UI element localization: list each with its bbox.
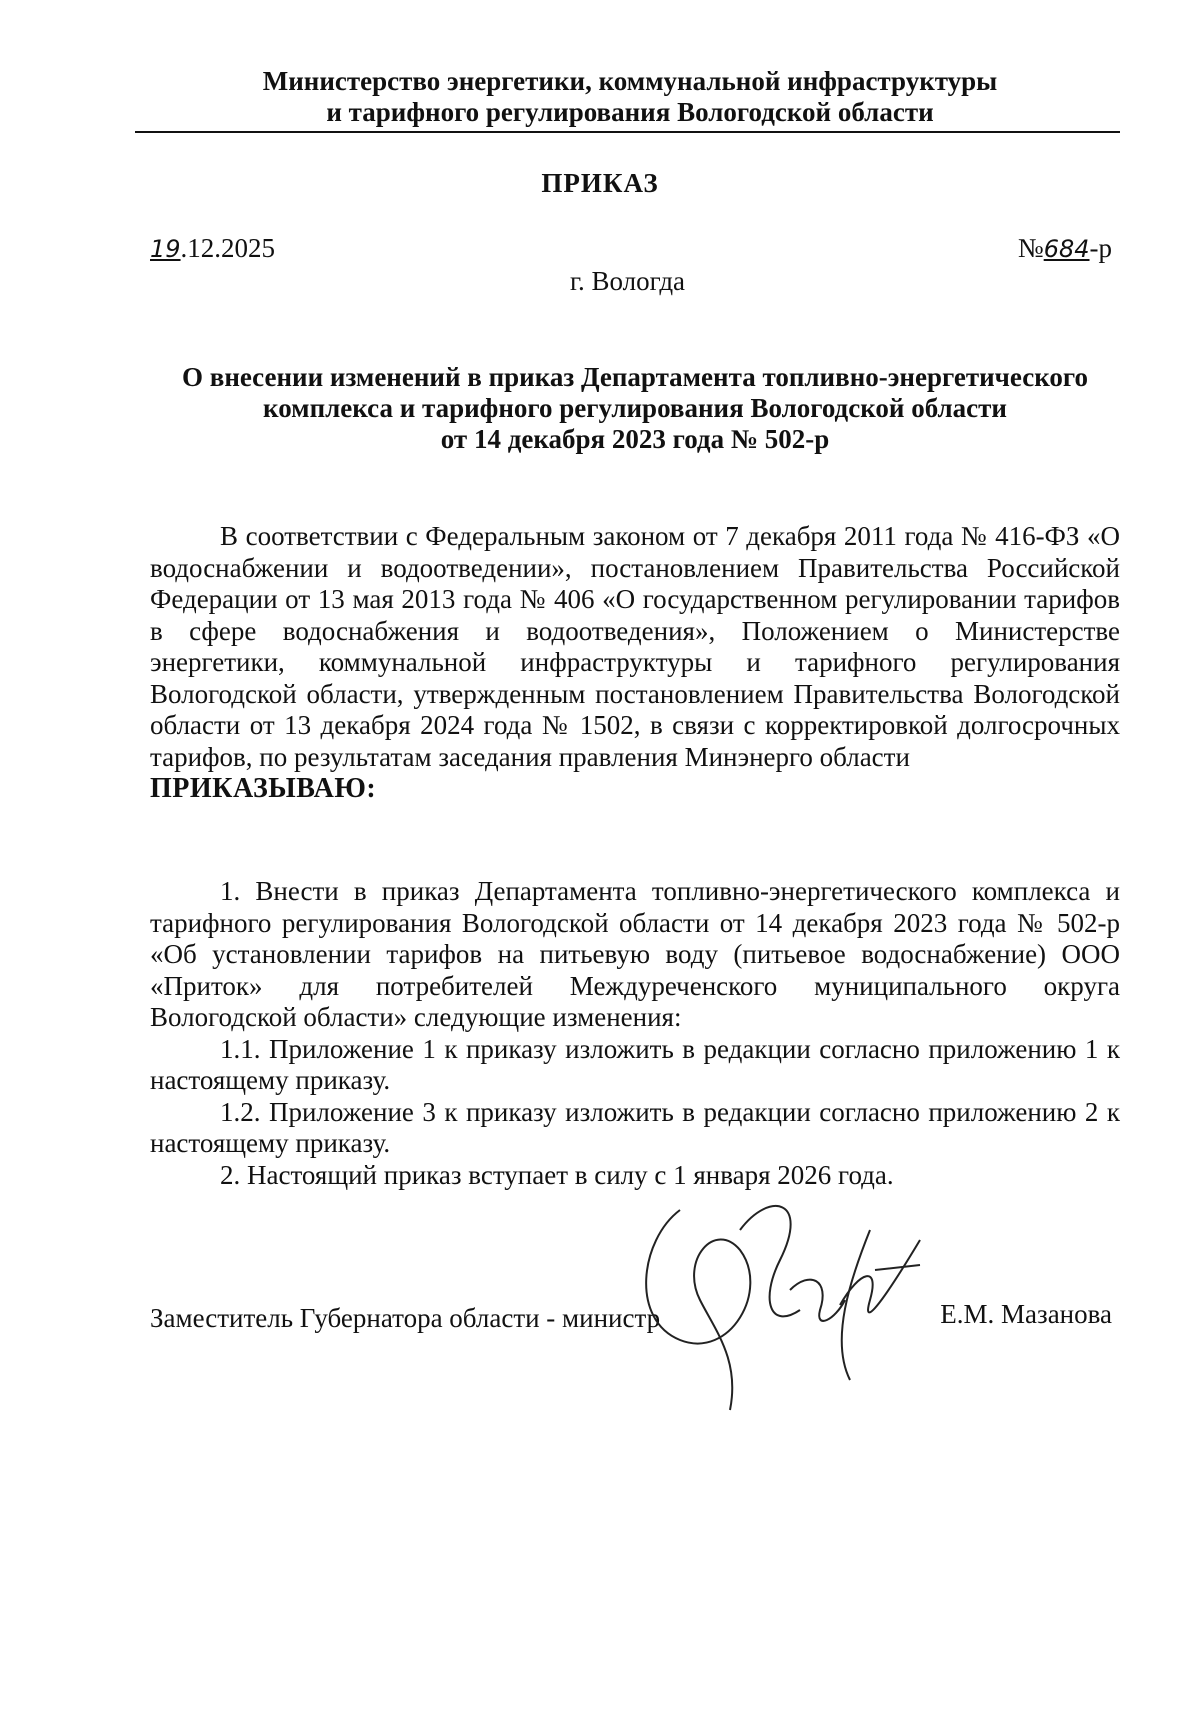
order-item-2: 2. Настоящий приказ вступает в силу с 1 января 2026 года. — [220, 1159, 894, 1190]
header-divider — [135, 131, 1120, 133]
order-items — [150, 876, 1120, 1191]
order-item-1: 1. Внести в приказ Департамента топливно-энергетического комплекса и тарифного регулирования Вологодской области от 14 декабря 2023 года № 502-р «Об установлении тарифов на питьевую воду (питьевое водоснабжение) ООО «Приток» для потребителей Междуреченского муниципального округа Вологодской области» следующие изменения: — [150, 876, 1120, 1032]
signatory-name: Е.М. Мазанова — [940, 1299, 1112, 1329]
document-number — [1018, 233, 1112, 264]
document-city: г. Вологда — [569, 266, 686, 296]
issuer-line-2: и тарифного регулирования Вологодской области — [326, 97, 934, 127]
document-type: ПРИКАЗ — [541, 168, 659, 198]
number-suffix: -р — [1089, 233, 1112, 263]
order-item-1-1: 1.1. Приложение 1 к приказу изложить в редакции согласно приложению 1 к настоящему приказу. — [150, 1033, 1120, 1095]
order-word: ПРИКАЗЫВАЮ: — [150, 773, 377, 804]
title-line-1: О внесении изменений в приказ Департамента топливно-энергетического — [181, 362, 1088, 392]
issuer-line-1: Министерство энергетики, коммунальной инфраструктуры — [262, 66, 998, 96]
date-month-year: .12.2025 — [180, 233, 276, 263]
preamble-block — [150, 521, 1120, 805]
title-line-2: комплекса и тарифного регулирования Вологодской области — [263, 393, 1007, 423]
preamble-paragraph: В соответствии с Федеральным законом от 7 декабря 2011 года № 416-ФЗ «О водоснабжении и водоотведении», постановлением Правительства Российской Федерации от 13 мая 2013 года № 406 «О государственном регулировании тарифов в сфере водоснабжения и водоотведения», Положением о Министерстве энергетики, коммунальной инфраструктуры и тарифного регулирования Вологодской области, утвержденным постановлением Правительства Вологодской области от 13 декабря 2024 года № 1502, в связи с корректировкой долгосрочных тарифов, по результатам заседания правления Минэнерго области — [150, 521, 1120, 772]
handwritten-day: 19 — [150, 235, 181, 263]
signatory-position: Заместитель Губернатора области - министр — [150, 1303, 661, 1333]
order-item-1-2: 1.2. Приложение 3 к приказу изложить в редакции согласно приложению 2 к настоящему приказу. — [150, 1096, 1120, 1158]
handwritten-signature — [620, 1170, 940, 1420]
number-prefix: № — [1017, 233, 1044, 263]
document-title — [150, 362, 1120, 455]
title-line-3: от 14 декабря 2023 года № 502-р — [440, 424, 830, 454]
handwritten-number: 684 — [1043, 235, 1090, 263]
issuer-header — [140, 66, 1120, 128]
document-date — [150, 233, 275, 264]
